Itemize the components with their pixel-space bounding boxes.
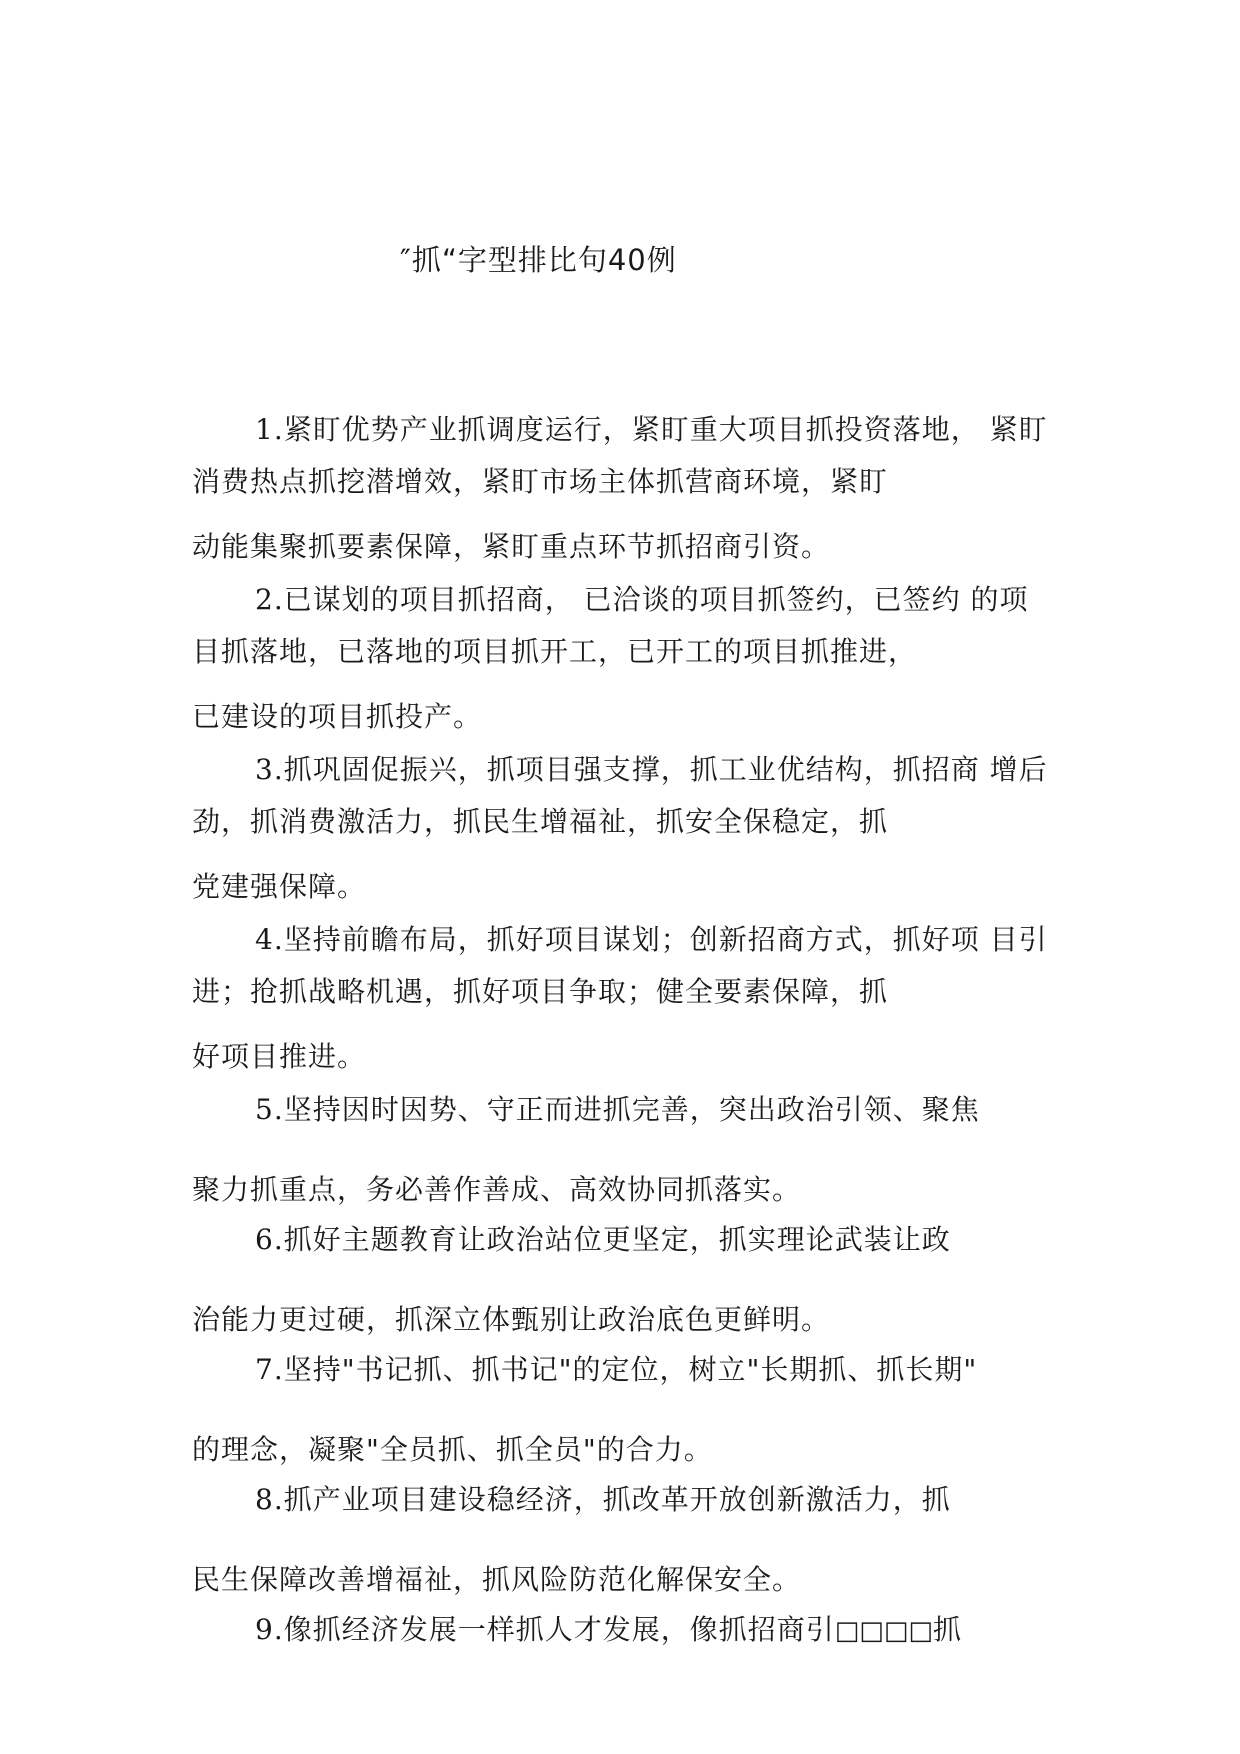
paragraph-5-line-2: 聚力抓重点，务必善作善成、高效协同抓落实。 [192, 1173, 802, 1206]
paragraph-8-line-2: 民生保障改善增福祉，抓风险防范化解保安全。 [192, 1563, 802, 1596]
paragraph-2-number: 2. [255, 583, 284, 616]
paragraph-3-line-2: 劲，抓消费激活力，抓民生增福祉，抓安全保稳定，抓 [192, 805, 889, 838]
paragraph-4-line-3: 好项目推进。 [192, 1040, 367, 1073]
paragraph-6-line-1 [255, 1218, 951, 1258]
paragraph-8-number: 8. [255, 1483, 284, 1516]
paragraph-1-line-3: 动能集聚抓要素保障，紧盯重点环节抓招商引资。 [192, 530, 831, 563]
paragraph-2-text-1: 已谋划的项目抓招商， 已洽谈的项目抓签约，已签约 的项 [283, 583, 1029, 616]
paragraph-4-line-1 [255, 918, 1048, 958]
document-title: ″抓“字型排比句40例 [400, 243, 677, 277]
paragraph-9-number: 9. [255, 1613, 284, 1646]
paragraph-1-line-2: 消费热点抓挖潜增效，紧盯市场主体抓营商环境，紧盯 [192, 465, 889, 498]
paragraph-7-number: 7. [255, 1353, 284, 1386]
paragraph-5-number: 5. [255, 1093, 284, 1126]
paragraph-6-text-1: 抓好主题教育让政治站位更坚定，抓实理论武装让政 [283, 1223, 951, 1256]
paragraph-3-line-3: 党建强保障。 [192, 870, 367, 903]
paragraph-6-number: 6. [255, 1223, 284, 1256]
paragraph-5-text-1: 坚持因时因势、守正而进抓完善，突出政治引领、聚焦 [283, 1093, 980, 1126]
paragraph-7-line-1 [255, 1348, 977, 1388]
paragraph-2-line-3: 已建设的项目抓投产。 [192, 700, 483, 733]
paragraph-9-text-1: 像抓经济发展一样抓人才发展，像抓招商引 [283, 1613, 835, 1646]
paragraph-1-line-1 [255, 408, 1048, 448]
paragraph-3-number: 3. [255, 753, 284, 786]
paragraph-6-line-2: 治能力更过硬，抓深立体甄别让政治底色更鲜明。 [192, 1303, 831, 1336]
paragraph-5-line-1 [255, 1088, 980, 1128]
paragraph-9-garbled-glyphs: □□□□ [834, 1616, 933, 1646]
paragraph-7-line-2: 的理念，凝聚"全员抓、抓全员"的合力。 [192, 1433, 713, 1466]
paragraph-1-number: 1. [255, 413, 284, 446]
paragraph-4-line-2: 进；抢抓战略机遇，抓好项目争取；健全要素保障，抓 [192, 975, 889, 1008]
paragraph-9-line-1 [255, 1608, 962, 1648]
paragraph-3-line-1 [255, 748, 1048, 788]
paragraph-8-line-1 [255, 1478, 951, 1518]
paragraph-3-text-1: 抓巩固促振兴，抓项目强支撑，抓工业优结构，抓招商 增后 [283, 753, 1048, 786]
paragraph-1-text-1: 紧盯优势产业抓调度运行，紧盯重大项目抓投资落地， 紧盯 [283, 413, 1048, 446]
paragraph-7-text-1: 坚持"书记抓、抓书记"的定位，树立"长期抓、抓长期" [283, 1353, 978, 1386]
paragraph-4-number: 4. [255, 923, 284, 956]
paragraph-4-text-1: 坚持前瞻布局，抓好项目谋划；创新招商方式，抓好项 目引 [283, 923, 1048, 956]
paragraph-2-line-2: 目抓落地，已落地的项目抓开工，已开工的项目抓推进， [192, 635, 918, 668]
paragraph-8-text-1: 抓产业项目建设稳经济，抓改革开放创新激活力，抓 [283, 1483, 951, 1516]
paragraph-2-line-1 [255, 578, 1029, 618]
paragraph-9-text-2: 抓 [933, 1613, 963, 1646]
